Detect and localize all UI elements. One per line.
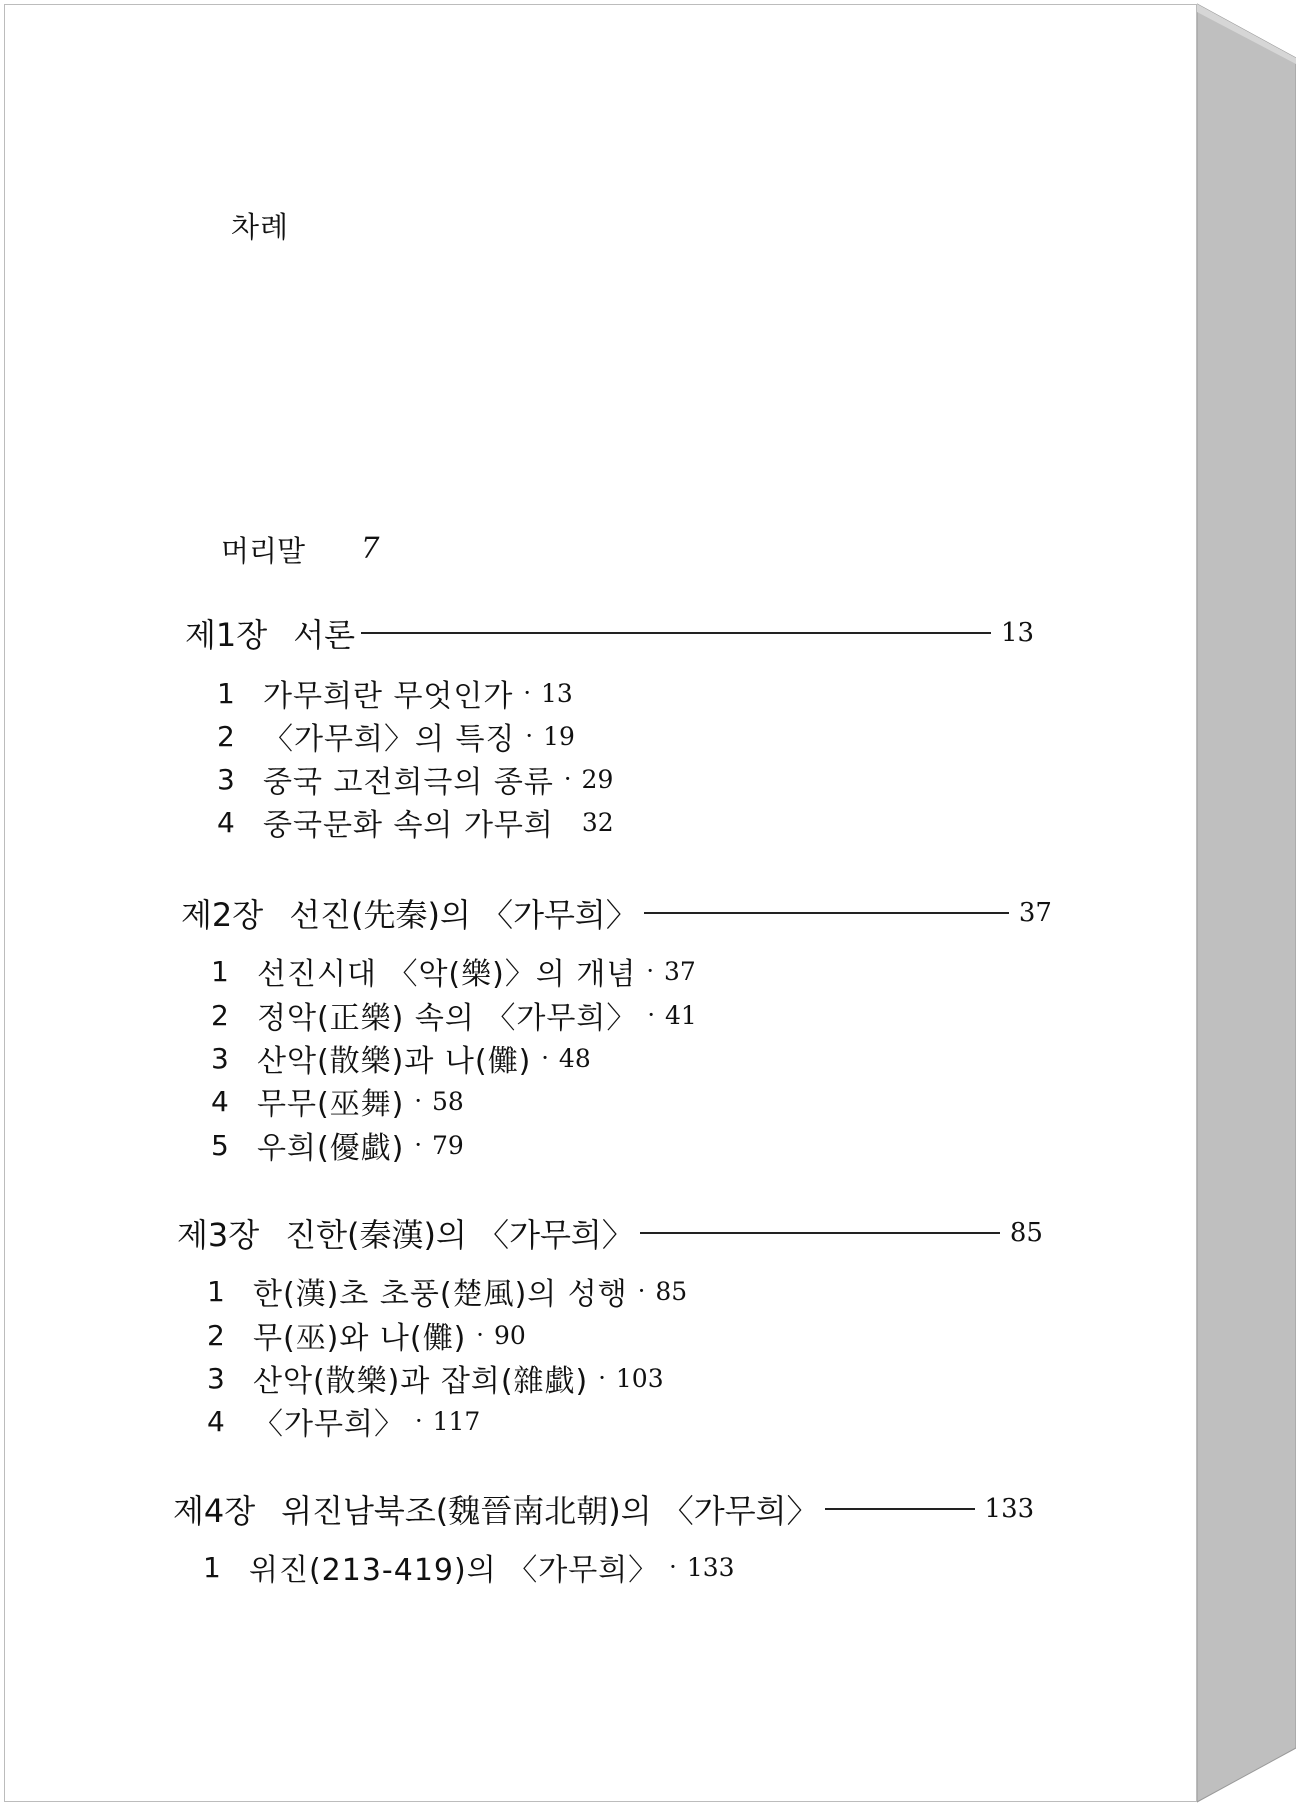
chapter-title: 진한(秦漢)의 〈가무희〉 [285, 1216, 634, 1254]
separator: · [598, 1364, 606, 1392]
book-page [4, 4, 1197, 1802]
section-2-5[interactable] [211, 1125, 464, 1165]
section-number: 4 [217, 805, 235, 839]
preface-label: 머리말 [221, 534, 306, 568]
section-number: 3 [217, 762, 235, 796]
separator: · [476, 1321, 484, 1349]
chapter-3-heading[interactable] [177, 1211, 1043, 1255]
section-4-1[interactable] [203, 1547, 735, 1587]
section-title: 가무희란 무엇인가 [263, 679, 514, 714]
separator: · [414, 1131, 423, 1159]
section-number: 2 [211, 998, 229, 1032]
section-title: 〈가무희〉 [253, 1407, 405, 1442]
section-page: 58 [432, 1086, 464, 1116]
section-1-2[interactable] [217, 716, 575, 756]
section-number: 3 [207, 1361, 225, 1395]
section-number: 1 [203, 1550, 221, 1584]
section-number: 4 [207, 1404, 225, 1438]
section-title: 중국문화 속의 가무희 [263, 808, 554, 843]
chapter-title: 위진남북조(魏晉南北朝)의 〈가무희〉 [281, 1492, 819, 1530]
section-page: 103 [615, 1363, 664, 1393]
separator: · [647, 1001, 655, 1029]
book-edge-graphic [1197, 0, 1296, 1806]
section-number: 1 [217, 676, 235, 710]
section-title: 〈가무희〉의 특징 [263, 722, 516, 757]
section-page: 117 [432, 1406, 481, 1436]
separator: · [414, 1087, 423, 1115]
separator: · [637, 1277, 646, 1305]
preface-entry[interactable] [221, 529, 380, 570]
section-2-1[interactable] [211, 951, 696, 991]
separator: · [563, 765, 572, 793]
section-3-2[interactable] [207, 1315, 526, 1355]
chapter-page: 133 [984, 1494, 1035, 1524]
chapter-2-heading[interactable] [181, 891, 1052, 935]
section-title: 우희(優戱) [257, 1131, 405, 1166]
leader-rule [361, 632, 991, 634]
chapter-title: 선진(先秦)의 〈가무희〉 [289, 896, 638, 934]
section-2-3[interactable] [211, 1038, 591, 1078]
section-page: 48 [558, 1043, 591, 1073]
section-page: 37 [663, 956, 696, 986]
section-page: 32 [581, 807, 614, 837]
toc-heading: 차례 [231, 210, 290, 244]
section-1-1[interactable] [217, 673, 573, 713]
chapter-page: 37 [1018, 898, 1052, 928]
section-number: 5 [211, 1128, 229, 1162]
section-3-1[interactable] [207, 1271, 687, 1311]
section-2-2[interactable] [211, 995, 697, 1035]
section-page: 133 [686, 1552, 735, 1582]
separator: · [669, 1553, 677, 1581]
section-page: 19 [543, 721, 575, 751]
separator: · [646, 957, 654, 985]
separator: · [541, 1044, 549, 1072]
separator: · [523, 679, 532, 707]
section-number: 1 [207, 1274, 225, 1308]
section-page: 41 [664, 1000, 697, 1030]
section-number: 4 [211, 1084, 229, 1118]
chapter-number: 제4장 [173, 1492, 256, 1530]
chapter-number: 제2장 [181, 896, 264, 934]
section-title: 산악(散樂)과 잡희(雜戱) [253, 1364, 589, 1399]
section-3-3[interactable] [207, 1358, 664, 1398]
section-number: 2 [217, 719, 235, 753]
chapter-number: 제1장 [185, 616, 268, 654]
chapter-4-heading[interactable] [173, 1487, 1034, 1531]
leader-rule [640, 1232, 1000, 1234]
chapter-number: 제3장 [177, 1216, 260, 1254]
chapter-title: 서론 [293, 616, 356, 654]
book-spine-edge [1197, 0, 1296, 1806]
section-number: 2 [207, 1318, 225, 1352]
section-page: 85 [655, 1276, 688, 1306]
section-page: 79 [432, 1130, 464, 1160]
section-title: 무무(巫舞) [257, 1087, 405, 1122]
section-3-4[interactable] [207, 1401, 480, 1441]
section-title: 한(漢)초 초풍(楚風)의 성행 [253, 1277, 628, 1312]
section-number: 1 [211, 954, 229, 988]
section-page: 13 [541, 678, 573, 708]
section-title: 위진(213-419)의 〈가무희〉 [249, 1553, 660, 1588]
section-title: 중국 고전희극의 종류 [263, 765, 554, 800]
preface-page: 7 [361, 531, 380, 565]
section-page: 90 [493, 1320, 526, 1350]
section-1-4[interactable] [217, 802, 614, 842]
section-number: 3 [211, 1041, 229, 1075]
chapter-1-heading[interactable] [185, 611, 1034, 655]
section-title: 무(巫)와 나(儺) [253, 1321, 467, 1356]
section-page: 29 [581, 764, 614, 794]
section-title: 선진시대 〈악(樂)〉의 개념 [257, 957, 637, 992]
separator: · [525, 722, 534, 750]
section-1-3[interactable] [217, 759, 613, 799]
section-title: 정악(正樂) 속의 〈가무희〉 [257, 1001, 638, 1036]
chapter-page: 13 [1001, 618, 1035, 648]
section-title: 산악(散樂)과 나(儺) [257, 1044, 532, 1079]
leader-rule [644, 912, 1009, 914]
section-2-4[interactable] [211, 1081, 464, 1121]
chapter-page: 85 [1009, 1218, 1043, 1248]
separator: · [414, 1407, 423, 1435]
leader-rule [825, 1508, 975, 1510]
